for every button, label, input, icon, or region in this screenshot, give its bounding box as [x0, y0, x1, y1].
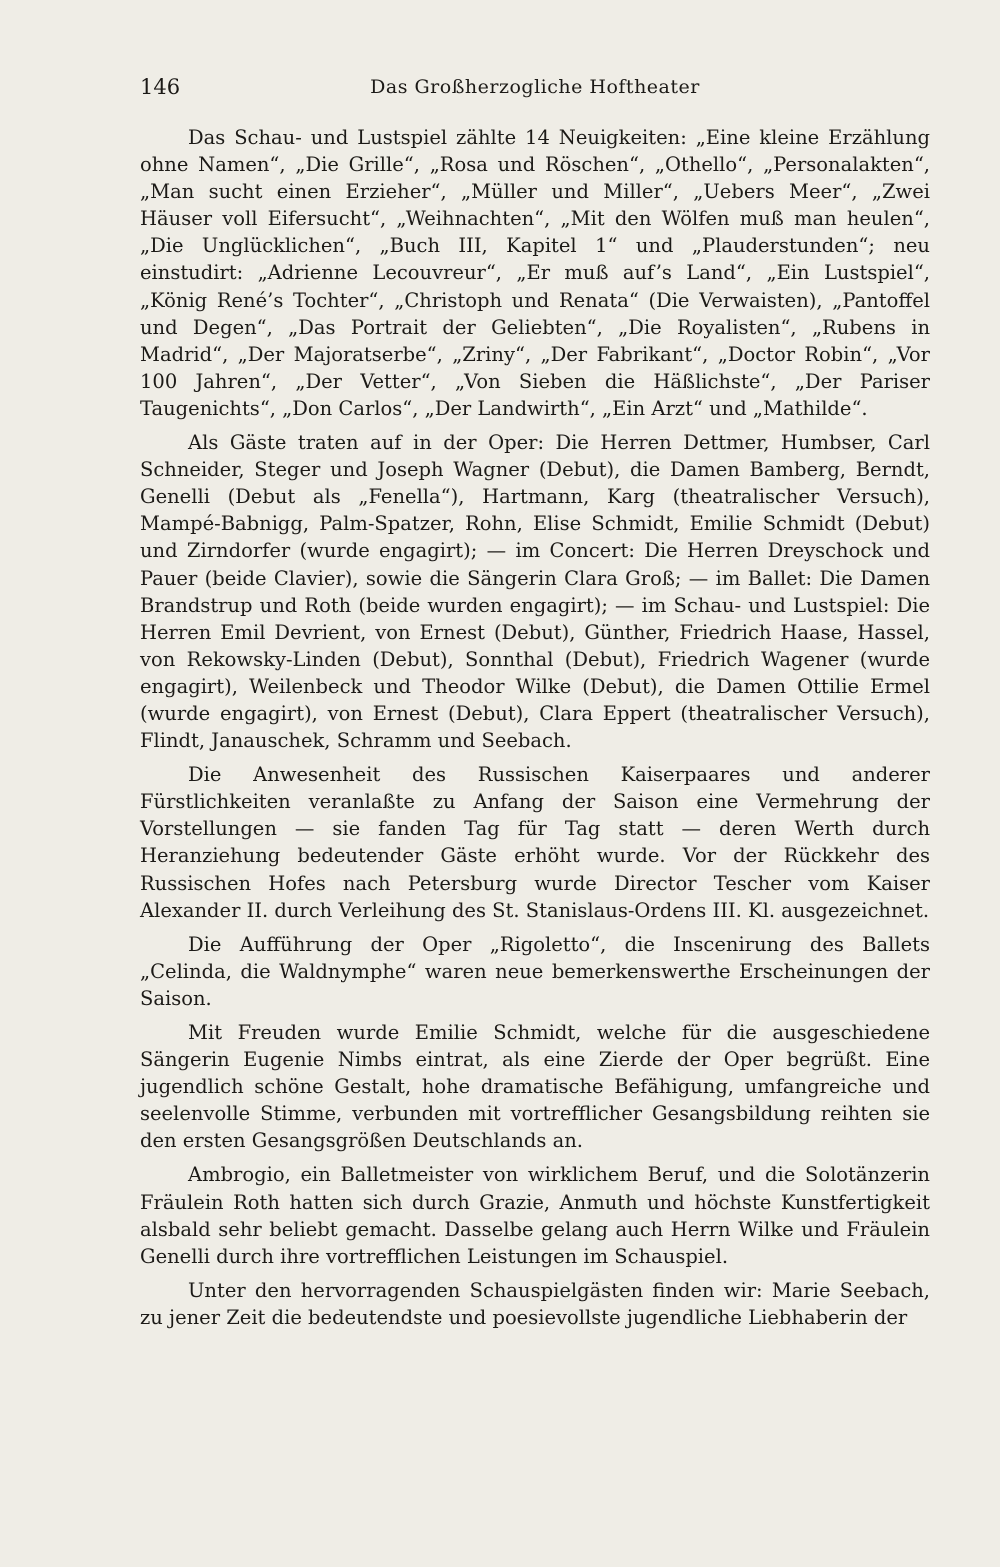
- paragraph-seebach: Unter den hervorragenden Schauspielgästen finden wir: Marie Seebach, zu jener Zeit die bedeutendste und poesievollste jugendliche Liebhaberin der: [140, 1278, 930, 1329]
- page-header: [140, 72, 930, 102]
- paragraph-russian-court: Die Anwesenheit des Russischen Kaiserpaares und anderer Fürstlichkeiten veranlaßte zu Anfang der Saison eine Vermehrung der Vorstellungen — sie fanden Tag für Tag statt — deren Werth durch Heranziehung bedeutender Gäste erhöht wurde. Vor der Rückkehr des Russischen Hofes nach Petersburg wurde Director Tescher vom Kaiser Alexander II. durch Verleihung des St. Stanislaus-Ordens III. Kl. ausgezeichnet.: [140, 763, 930, 922]
- paragraph-ambrogio: Ambrogio, ein Balletmeister von wirklichem Beruf, und die Solotänzerin Fräulein Roth hatten sich durch Grazie, Anmuth und höchste Kunstfertigkeit alsbald sehr beliebt gemacht. Dasselbe gelang auch Herrn Wilke und Fräulein Genelli durch ihre vortrefflichen Leistungen im Schauspiel.: [140, 1163, 930, 1268]
- paragraph-emilie-schmidt: Mit Freuden wurde Emilie Schmidt, welche für die ausgeschiedene Sängerin Eugenie Nimbs eintrat, als eine Zierde der Oper begrüßt. Eine jugendlich schöne Gestalt, hohe dramatische Befähigung, umfangreiche und seelenvolle Stimme, verbunden mit vortrefflicher Gesangsbildung reihten sie den ersten Gesangsgrößen Deutschlands an.: [140, 1021, 930, 1153]
- paragraph-new-plays: Das Schau- und Lustspiel zählte 14 Neuigkeiten: „Eine kleine Erzählung ohne Namen“, „Die Grille“, „Rosa und Röschen“, „Othello“, „Personalakten“, „Man sucht einen Erzieher“, „Müller und Miller“, „Uebers Meer“, „Zwei Häuser voll Eifersucht“, „Weihnachten“, „Mit den Wölfen muß man heulen“, „Die Unglücklichen“, „Buch III, Kapitel 1“ und „Plauderstunden“; neu einstudirt: „Adrienne Lecouvreur“, „Er muß auf’s Land“, „Ein Lustspiel“, „König René’s Tochter“, „Christoph und Renata“ (Die Verwaisten), „Pantoffel und Degen“, „Das Portrait der Geliebten“, „Die Royalisten“, „Rubens in Madrid“, „Der Majoratserbe“, „Zriny“, „Der Fabrikant“, „Doctor Robin“, „Vor 100 Jahren“, „Der Vetter“, „Von Sieben die Häßlichste“, „Der Pariser Taugenichts“, „Don Carlos“, „Der Landwirth“, „Ein Arzt“ und „Mathilde“.: [140, 126, 930, 420]
- paragraph-rigoletto: Die Aufführung der Oper „Rigoletto“, die Inscenirung des Ballets „Celinda, die Waldnymphe“ waren neue bemerkenswerthe Erscheinungen der Saison.: [140, 932, 930, 1010]
- page-number: 146: [140, 75, 181, 99]
- running-title: Das Großherzogliche Hoftheater: [370, 76, 700, 98]
- body-text: [140, 124, 930, 1331]
- paragraph-guest-performers: Als Gäste traten auf in der Oper: Die Herren Dettmer, Humbser, Carl Schneider, Steger und Joseph Wagner (Debut), die Damen Bamberg, Berndt, Genelli (Debut als „Fenella“), Hartmann, Karg (theatralischer Versuch), Mampé-Babnigg, Palm-Spatzer, Rohn, Elise Schmidt, Emilie Schmidt (Debut) und Zirndorfer (wurde engagirt); — im Concert: Die Herren Dreyschock und Pauer (beide Clavier), sowie die Sängerin Clara Groß; — im Ballet: Die Damen Brandstrup und Roth (beide wurden engagirt); — im Schau- und Lustspiel: Die Herren Emil Devrient, von Ernest (Debut), Günther, Friedrich Haase, Hassel, von Rekowsky-Linden (Debut), Sonnthal (Debut), Friedrich Wagener (wurde engagirt), Weilenbeck und Theodor Wilke (Debut), die Damen Ottilie Ermel (wurde engagirt), von Ernest (Debut), Clara Eppert (theatralischer Versuch), Flindt, Janauschek, Schramm und Seebach.: [140, 431, 930, 753]
